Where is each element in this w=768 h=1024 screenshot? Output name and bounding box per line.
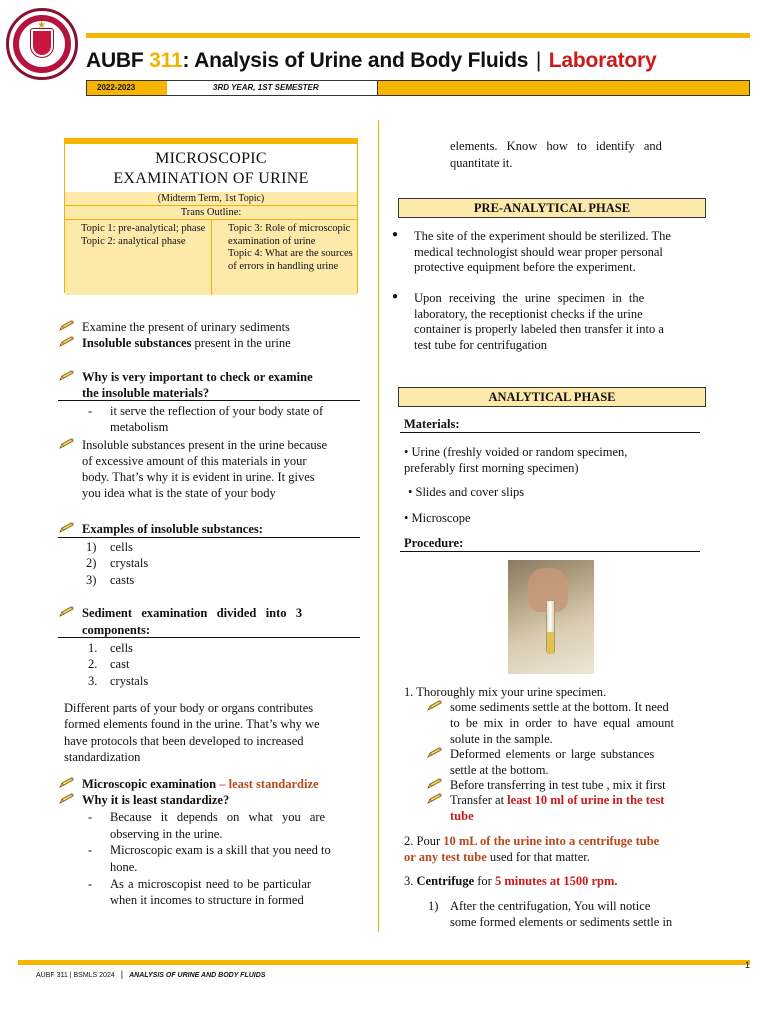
paragraph-insoluble-3: body. That’s why it is evident in urine. It gives xyxy=(82,470,315,484)
paragraph-insoluble-4: you idea what is the state of your body xyxy=(82,486,276,500)
analytical-heading: ANALYTICAL PHASE xyxy=(398,387,706,407)
reason-3: As a microscopist need to be particular xyxy=(110,877,312,891)
pencil-icon xyxy=(58,606,75,618)
pencil-icon xyxy=(426,778,443,790)
topic-3: Topic 3: Role of microscopic examination of urine xyxy=(228,223,351,247)
examples-heading: Examples of insoluble substances: xyxy=(82,522,263,536)
pencil-icon xyxy=(58,793,75,805)
continued-text-2: quantitate it. xyxy=(450,156,513,170)
dash: - xyxy=(88,404,93,418)
pre-analytical-point-1c: protective equipment before the experiment. xyxy=(414,260,636,274)
step-1-note-a3: solute in the sample. xyxy=(450,732,553,746)
step-3-note-2: some formed elements or sediments settle in xyxy=(450,915,673,929)
bullet-sediments: Examine the present of urinary sediments xyxy=(82,320,290,334)
school-year: 2022-2023 xyxy=(87,81,167,95)
pre-analytical-point-1b: medical technologist should wear proper personal xyxy=(414,245,663,259)
topic-2: Topic 2: analytical phase xyxy=(81,235,186,247)
urine-test-tube-photo xyxy=(508,560,594,674)
topic-title-box xyxy=(64,138,358,293)
topic-1: Topic 1: pre-analytical; phase xyxy=(81,223,206,234)
step-1-note-d: Transfer at least 10 ml of urine in the test xyxy=(450,793,665,807)
question-importance: Why is very important to check or examine xyxy=(82,370,313,384)
paragraph-organs-3: have protocols that been developed to increased xyxy=(64,734,304,748)
pencil-icon xyxy=(58,336,75,348)
paragraph-insoluble: Insoluble substances present in the urine because xyxy=(82,438,328,452)
list-number: 2) xyxy=(86,556,97,570)
paragraph-organs: Different parts of your body or organs contributes xyxy=(64,701,314,715)
pencil-icon xyxy=(426,793,443,805)
pencil-icon xyxy=(58,438,75,450)
materials-heading: Materials: xyxy=(404,417,460,431)
reason-1-cont: observing in the urine. xyxy=(110,827,223,841)
step-1-note-d2: tube xyxy=(450,809,474,823)
procedure-heading: Procedure: xyxy=(404,536,464,550)
bullet-dot: ● xyxy=(392,229,399,240)
university-seal-logo: ★ xyxy=(6,8,78,80)
microscopic-exam-note: Microscopic examination – least standardize xyxy=(82,777,319,791)
topic-title-line1: MICROSCOPIC xyxy=(155,150,267,167)
paragraph-organs-2: formed elements found in the urine. That’s why we xyxy=(64,717,320,731)
pre-analytical-point-2c: container is properly labeled then transfer it into a xyxy=(414,322,664,336)
bullet-insoluble: Insoluble substances present in the urine xyxy=(82,336,291,350)
bullet-dot: ● xyxy=(392,291,399,302)
reason-2: Microscopic exam is a skill that you need to xyxy=(110,843,331,857)
example-cells: cells xyxy=(110,540,133,554)
pencil-icon xyxy=(58,522,75,534)
paragraph-insoluble-2: of excessive amount of this materials in your xyxy=(82,454,307,468)
reason-3-cont: when it incomes to structure in formed xyxy=(110,893,304,907)
step-1: 1. Thoroughly mix your urine specimen. xyxy=(404,685,607,699)
list-number: 3) xyxy=(86,573,97,587)
material-urine: • Urine (freshly voided or random specimen, xyxy=(404,445,628,459)
why-least-standardize: Why it is least standardize? xyxy=(82,793,230,807)
material-slides: • Slides and cover slips xyxy=(408,485,525,499)
pencil-icon xyxy=(426,700,443,712)
reason-2-cont: hone. xyxy=(110,860,138,874)
component-cells: cells xyxy=(110,641,133,655)
trans-outline-label: Trans Outline: xyxy=(65,205,357,219)
sediment-heading: Sediment examination divided into 3 xyxy=(82,606,303,620)
list-number: 1) xyxy=(428,899,439,913)
step-1-note-a: some sediments settle at the bottom. It need xyxy=(450,700,669,714)
sediment-heading-cont: components: xyxy=(82,623,151,637)
pre-analytical-point-2b: laboratory, the receptionist checks if the urine xyxy=(414,307,643,321)
step-1-note-b: Deformed elements or large substances xyxy=(450,747,655,761)
list-number: 3. xyxy=(88,674,98,688)
question-importance-cont: the insoluble materials? xyxy=(82,386,210,400)
material-urine-cont: preferably first morning specimen) xyxy=(404,461,579,475)
dash: - xyxy=(88,810,93,824)
step-1-note-a2: to be mix in order to have equal amount xyxy=(450,716,674,730)
reason-1: Because it depends on what you are xyxy=(110,810,326,824)
list-number: 2. xyxy=(88,657,98,671)
footer-rule xyxy=(18,960,750,965)
step-1-note-c: Before transferring in test tube , mix it first xyxy=(450,778,666,792)
pencil-icon xyxy=(58,370,75,382)
pre-analytical-point-2: Upon receiving the urine specimen in the xyxy=(414,291,645,305)
step-1-note-b2: settle at the bottom. xyxy=(450,763,549,777)
step-2-cont: or any test tube used for that matter. xyxy=(404,850,590,864)
page-number: 1 xyxy=(744,960,750,970)
component-cast: cast xyxy=(110,657,130,671)
pencil-icon xyxy=(58,320,75,332)
year-bar xyxy=(86,80,750,96)
material-microscope: • Microscope xyxy=(404,511,471,525)
term-label: (Midterm Term, 1st Topic) xyxy=(65,192,357,205)
column-divider xyxy=(378,120,379,932)
dash: - xyxy=(88,843,93,857)
list-number: 1. xyxy=(88,641,98,655)
step-3-note: After the centrifugation, You will notice xyxy=(450,899,651,913)
topic-title-line2: EXAMINATION OF URINE xyxy=(113,170,309,187)
list-number: 1) xyxy=(86,540,97,554)
pencil-icon xyxy=(58,777,75,789)
continued-text: elements. Know how to identify and xyxy=(450,139,662,153)
example-crystals: crystals xyxy=(110,556,149,570)
component-crystals: crystals xyxy=(110,674,149,688)
dash: - xyxy=(88,877,93,891)
page-title: AUBF 311: Analysis of Urine and Body Fluids | Laboratory xyxy=(86,49,657,72)
topics-table xyxy=(65,219,357,295)
answer-reflection-cont: metabolism xyxy=(110,420,169,434)
footer: AUBF 311 | BSMLS 2024 | ANALYSIS OF URINE AND BODY FLUIDS xyxy=(36,969,266,979)
step-3: 3. Centrifuge for 5 minutes at 1500 rpm. xyxy=(404,874,618,888)
topic-4: Topic 4: What are the sources of errors in handling urine xyxy=(228,248,353,272)
example-casts: casts xyxy=(110,573,135,587)
semester-label: 3RD YEAR, 1ST SEMESTER xyxy=(167,81,377,95)
pre-analytical-heading: PRE-ANALYTICAL PHASE xyxy=(398,198,706,218)
header-rule xyxy=(86,33,750,38)
paragraph-organs-4: standardization xyxy=(64,750,141,764)
pre-analytical-point-2d: test tube for centrifugation xyxy=(414,338,547,352)
step-2: 2. Pour 10 mL of the urine into a centrifuge tube xyxy=(404,834,660,848)
pre-analytical-point-1: The site of the experiment should be sterilized. The xyxy=(414,229,671,243)
answer-reflection: it serve the reflection of your body state of xyxy=(110,404,324,418)
pencil-icon xyxy=(426,747,443,759)
